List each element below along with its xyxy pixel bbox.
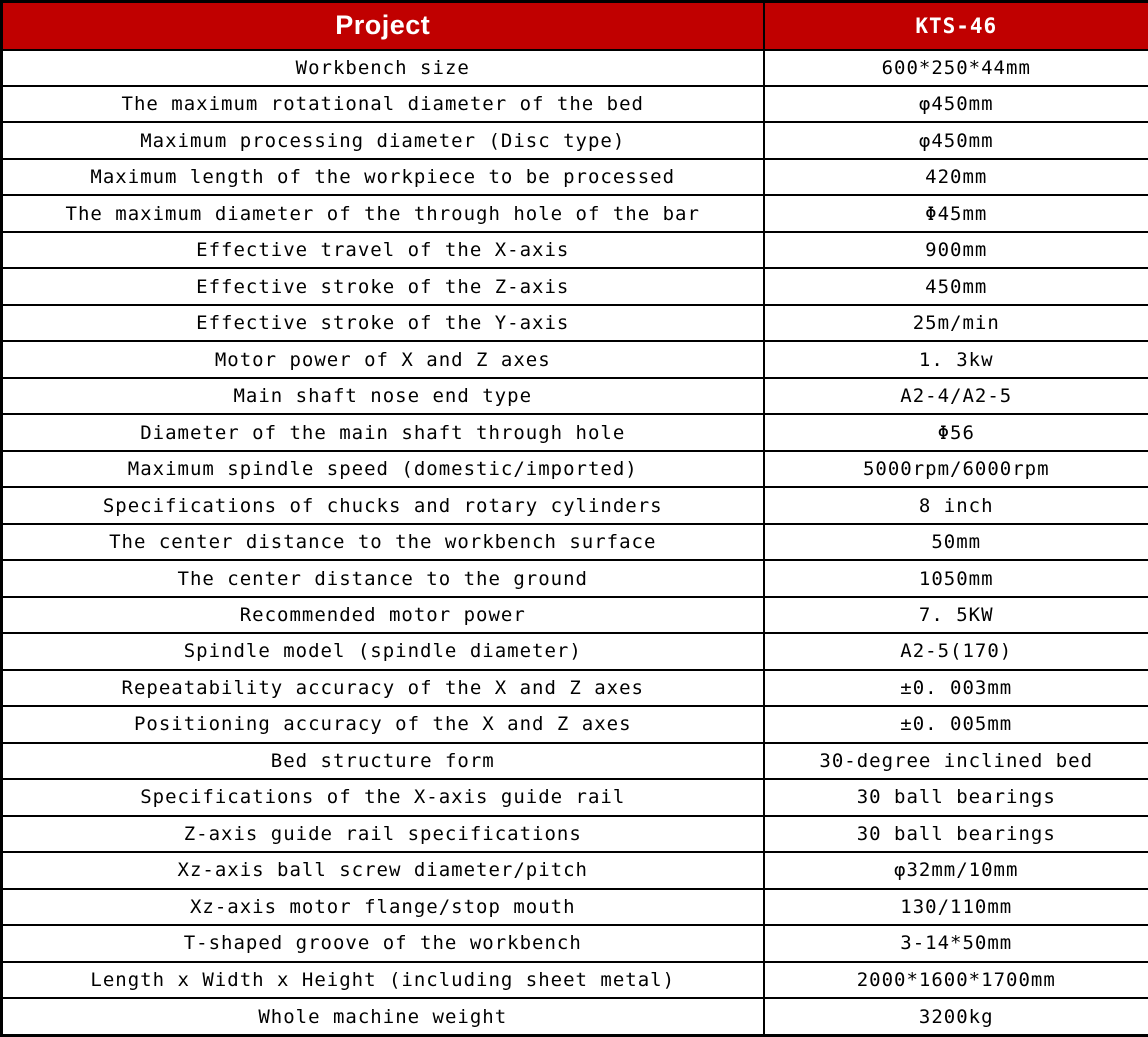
spec-name-cell: Workbench size (2, 50, 764, 86)
spec-value-cell: 900mm (764, 232, 1148, 268)
table-row (2, 159, 1148, 195)
table-row (2, 743, 1148, 779)
spec-name-cell: The maximum rotational diameter of the bed (2, 86, 764, 122)
table-row (2, 195, 1148, 231)
table-row (2, 779, 1148, 815)
spec-value-cell: 50mm (764, 524, 1148, 560)
spec-name-cell: Z-axis guide rail specifications (2, 816, 764, 852)
table-row (2, 706, 1148, 742)
spec-value-cell: 600*250*44mm (764, 50, 1148, 86)
spec-name-cell: Effective stroke of the Y-axis (2, 305, 764, 341)
spec-value-cell: 130/110mm (764, 889, 1148, 925)
table-row (2, 925, 1148, 961)
spec-name-cell: Repeatability accuracy of the X and Z axes (2, 670, 764, 706)
spec-name-cell: Whole machine weight (2, 998, 764, 1035)
spec-name-cell: Maximum length of the workpiece to be processed (2, 159, 764, 195)
table-row (2, 414, 1148, 450)
spec-name-cell: Bed structure form (2, 743, 764, 779)
spec-name-cell: Recommended motor power (2, 597, 764, 633)
spec-value-cell: 30-degree inclined bed (764, 743, 1148, 779)
table-row (2, 962, 1148, 998)
spec-name-cell: Maximum spindle speed (domestic/imported) (2, 451, 764, 487)
table-row (2, 232, 1148, 268)
table-row (2, 560, 1148, 596)
header-row (2, 2, 1148, 50)
spec-value-cell: 3-14*50mm (764, 925, 1148, 961)
spec-name-cell: Positioning accuracy of the X and Z axes (2, 706, 764, 742)
table-row (2, 378, 1148, 414)
table-body (2, 50, 1148, 1036)
spec-name-cell: Effective stroke of the Z-axis (2, 268, 764, 304)
table-row (2, 889, 1148, 925)
table-row (2, 305, 1148, 341)
spec-value-cell: A2-4/A2-5 (764, 378, 1148, 414)
table-row (2, 122, 1148, 158)
spec-value-cell: Φ45mm (764, 195, 1148, 231)
spec-value-cell: 3200kg (764, 998, 1148, 1035)
spec-value-cell: 25m/min (764, 305, 1148, 341)
spec-value-cell: 1050mm (764, 560, 1148, 596)
spec-name-cell: Diameter of the main shaft through hole (2, 414, 764, 450)
table-row (2, 852, 1148, 888)
spec-name-cell: Main shaft nose end type (2, 378, 764, 414)
spec-value-cell: φ450mm (764, 122, 1148, 158)
table-row (2, 670, 1148, 706)
spec-name-cell: Specifications of chucks and rotary cylinders (2, 487, 764, 523)
table-row (2, 816, 1148, 852)
spec-name-cell: Length x Width x Height (including sheet metal) (2, 962, 764, 998)
spec-name-cell: The center distance to the workbench surface (2, 524, 764, 560)
spec-value-cell: 5000rpm/6000rpm (764, 451, 1148, 487)
spec-name-cell: T-shaped groove of the workbench (2, 925, 764, 961)
spec-value-cell: 8 inch (764, 487, 1148, 523)
spec-value-cell: 7. 5KW (764, 597, 1148, 633)
spec-value-cell: ±0. 003mm (764, 670, 1148, 706)
spec-value-cell: 2000*1600*1700mm (764, 962, 1148, 998)
table-row (2, 86, 1148, 122)
table-row (2, 633, 1148, 669)
spec-name-cell: Xz-axis motor flange/stop mouth (2, 889, 764, 925)
table-row (2, 341, 1148, 377)
spec-name-cell: Specifications of the X-axis guide rail (2, 779, 764, 815)
table-row (2, 268, 1148, 304)
spec-value-cell: Φ56 (764, 414, 1148, 450)
spec-value-cell: 1. 3kw (764, 341, 1148, 377)
table-row (2, 487, 1148, 523)
spec-value-cell: 30 ball bearings (764, 816, 1148, 852)
table-row (2, 998, 1148, 1035)
spec-value-cell: ±0. 005mm (764, 706, 1148, 742)
spec-value-cell: 30 ball bearings (764, 779, 1148, 815)
spec-value-cell: 420mm (764, 159, 1148, 195)
table-row (2, 50, 1148, 86)
table-row (2, 451, 1148, 487)
table-row (2, 597, 1148, 633)
spec-name-cell: Motor power of X and Z axes (2, 341, 764, 377)
project-header-cell: Project (2, 2, 764, 50)
model-header-cell: KTS-46 (764, 2, 1148, 50)
spec-name-cell: Spindle model (spindle diameter) (2, 633, 764, 669)
table-row (2, 524, 1148, 560)
spec-name-cell: Effective travel of the X-axis (2, 232, 764, 268)
spec-name-cell: The center distance to the ground (2, 560, 764, 596)
spec-value-cell: φ450mm (764, 86, 1148, 122)
spec-name-cell: The maximum diameter of the through hole of the bar (2, 195, 764, 231)
spec-name-cell: Maximum processing diameter (Disc type) (2, 122, 764, 158)
spec-name-cell: Xz-axis ball screw diameter/pitch (2, 852, 764, 888)
spec-value-cell: φ32mm/10mm (764, 852, 1148, 888)
spec-value-cell: A2-5(170) (764, 633, 1148, 669)
spec-value-cell: 450mm (764, 268, 1148, 304)
